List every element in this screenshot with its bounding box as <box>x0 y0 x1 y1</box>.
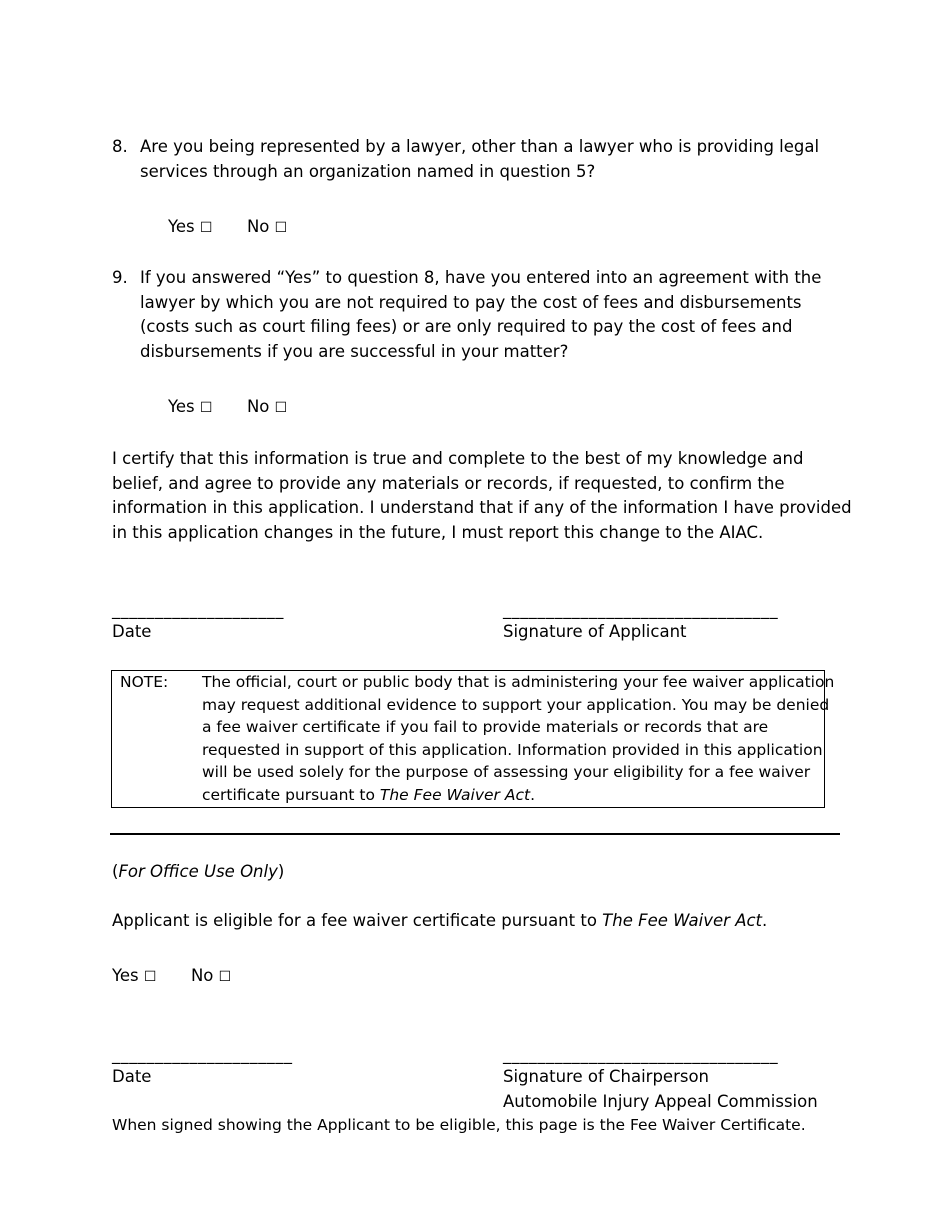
question-8-yes-checkbox[interactable]: ☐ <box>199 220 213 236</box>
certificate-footer-note: When signed showing the Applicant to be eligible, this page is the Fee Waiver Certificate. <box>112 1116 806 1134</box>
office-date-line[interactable]: _____________________ <box>112 1045 293 1064</box>
chairperson-signature-label: Signature of Chairperson <box>503 1067 710 1086</box>
note-box <box>111 670 835 808</box>
question-8-answers <box>168 215 287 240</box>
question-9-answers <box>168 395 287 420</box>
eligibility-statement <box>112 909 767 934</box>
question-9-number: 9. <box>112 268 128 287</box>
office-use-heading <box>112 860 284 885</box>
question-9-no-label: No <box>246 397 270 416</box>
question-8-text <box>140 135 819 184</box>
question-8-no-label: No <box>246 217 270 236</box>
question-8-number: 8. <box>112 137 128 156</box>
commission-name: Automobile Injury Appeal Commission <box>503 1092 818 1111</box>
certification-line-2: belief, and agree to provide any materials or records, if requested, to confirm the <box>112 473 785 493</box>
question-9-line-3: (costs such as court filing fees) or are only required to pay the cost of fees and <box>140 317 793 336</box>
question-8-no-checkbox[interactable]: ☐ <box>274 220 288 236</box>
question-9-line-4: disbursements if you are successful in your matter? <box>140 341 569 361</box>
eligibility-no-option[interactable] <box>191 966 231 985</box>
question-9-yes-option[interactable] <box>168 397 218 416</box>
section-divider <box>110 833 840 835</box>
note-line-6-suffix: . <box>530 785 535 804</box>
eligibility-act-title: The Fee Waiver Act <box>602 911 763 930</box>
certification-line-3: information in this application. I understand that if any of the information I have provided <box>112 498 852 517</box>
note-line-3: a fee waiver certificate if you fail to provide materials or records that are <box>202 718 769 736</box>
office-heading-close: ) <box>277 862 285 881</box>
office-date-label: Date <box>112 1067 152 1086</box>
question-9-line-2: lawyer by which you are not required to pay the cost of fees and disbursements <box>140 292 802 312</box>
note-line-5: will be used solely for the purpose of assessing your eligibility for a fee waiver <box>202 763 811 781</box>
note-line-4: requested in support of this application. Information provided in this application <box>202 740 823 759</box>
question-8-yes-option[interactable] <box>168 217 218 236</box>
applicant-signature-line[interactable]: ________________________________ <box>503 600 779 619</box>
certification-statement <box>112 447 852 545</box>
eligibility-answers <box>112 964 231 989</box>
question-8-line-1: Are you being represented by a lawyer, other than a lawyer who is providing legal <box>140 137 820 156</box>
question-8-line-2: services through an organization named in question 5? <box>140 161 596 181</box>
eligibility-no-label: No <box>190 966 214 985</box>
note-line-1: The official, court or public body that is administering your fee waiver application <box>202 673 835 691</box>
note-line-2: may request additional evidence to support your application. You may be denied <box>202 695 830 714</box>
eligibility-yes-checkbox[interactable]: ☐ <box>143 969 157 985</box>
question-8-no-option[interactable] <box>247 217 287 236</box>
eligibility-no-checkbox[interactable]: ☐ <box>218 969 232 985</box>
certification-line-4: in this application changes in the future, I must report this change to the AIAC. <box>112 522 764 542</box>
question-9-line-1: If you answered “Yes” to question 8, have you entered into an agreement with the <box>140 268 822 287</box>
note-act-title: The Fee Waiver Act <box>379 785 531 804</box>
applicant-signature-label: Signature of Applicant <box>503 622 687 641</box>
eligibility-yes-option[interactable] <box>112 966 162 985</box>
office-heading-text: For Office Use Only <box>118 862 278 881</box>
note-label: NOTE: <box>120 673 169 691</box>
eligibility-suffix: . <box>762 911 768 930</box>
question-8-yes-label: Yes <box>168 217 195 236</box>
question-9-no-option[interactable] <box>247 397 287 416</box>
applicant-date-line[interactable]: ____________________ <box>112 600 284 619</box>
eligibility-prefix: Applicant is eligible for a fee waiver certificate pursuant to <box>112 911 603 930</box>
question-9-yes-checkbox[interactable]: ☐ <box>199 400 213 416</box>
note-text <box>202 671 834 806</box>
applicant-date-label: Date <box>112 622 152 641</box>
note-line-6 <box>202 784 834 807</box>
chairperson-signature-line[interactable]: ________________________________ <box>503 1045 779 1064</box>
certification-line-1: I certify that this information is true and complete to the best of my knowledge and <box>112 449 804 468</box>
question-9-yes-label: Yes <box>168 397 195 416</box>
note-line-6-prefix: certificate pursuant to <box>202 785 380 804</box>
question-9-text <box>140 266 821 364</box>
question-9-no-checkbox[interactable]: ☐ <box>274 400 288 416</box>
eligibility-yes-label: Yes <box>112 966 139 985</box>
office-heading-open: ( <box>112 862 119 881</box>
